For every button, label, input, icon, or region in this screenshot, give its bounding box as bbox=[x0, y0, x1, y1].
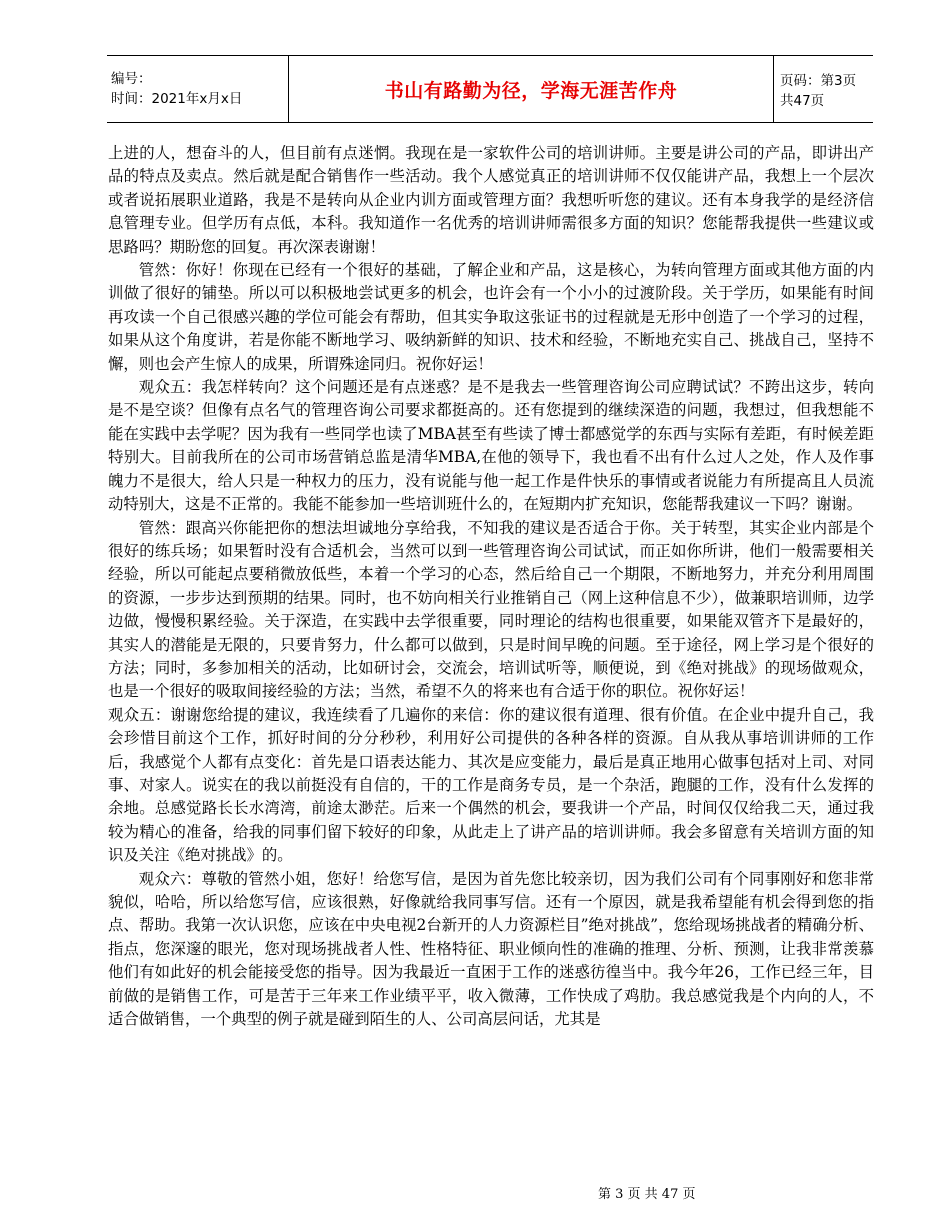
page-footer: 第 3 页 共 47 页 bbox=[598, 1187, 696, 1202]
document-body bbox=[108, 142, 874, 1031]
paragraph: 观众五：谢谢您给提的建议，我连续看了几遍你的来信：你的建议很有道理、很有价值。在企业中提升自己，我会珍惜目前这个工作，抓好时间的分分秒秒，利用好公司提供的各种各样的资源。自从我从事培训讲师的工作后，我感觉个人都有点变化：首先是口语表达能力、其次是应变能力，最后是真正地用心做事包括对上司、对同事、对家人。说实在的我以前挺没有自信的，干的工作是商务专员，是一个杂活，跑腿的工作，没有什么发挥的余地。总感觉路长长水湾湾，前途太渺茫。后来一个偶然的机会，要我讲一个产品，时间仅仅给我二天，通过我较为精心的准备，给我的同事们留下较好的印象，从此走上了讲产品的培训讲师。我会多留意有关培训方面的知识及关注《绝对挑战》的。 bbox=[108, 705, 874, 865]
header-motto-cell bbox=[288, 56, 774, 122]
document-number-label: 编号： bbox=[111, 71, 152, 87]
document-time-label: 时间：2021年x月x日 bbox=[111, 91, 243, 107]
paragraph: 上进的人，想奋斗的人，但目前有点迷惘。我现在是一家软件公司的培训讲师。主要是讲公司的产品，即讲出产品的特点及卖点。然后就是配合销售作一些活动。我个人感觉真正的培训讲师不仅仅能讲产品，我想上一个层次或者说拓展职业道路，我是不是转向从企业内训方面或管理方面？我想听听您的建议。还有本身我学的是经济信息管理专业。但学历有点低，本科。我知道作一名优秀的培训讲师需很多方面的知识？您能帮我提供一些建议或思路吗？期盼您的回复。再次深表谢谢！ bbox=[108, 144, 874, 256]
paragraph: 观众六：尊敬的管然小姐，您好！给您写信，是因为首先您比较亲切，因为我们公司有个同事刚好和您非常貌似，哈哈，所以给您写信，应该很熟，好像就给我同事写信。还有一个原因，就是我希望能有机会得到您的指点、帮助。我第一次认识您，应该在中央电视2台新开的人力资源栏目”绝对挑战”，您给现场挑战者的精确分析、指点，您深邃的眼光，您对现场挑战者人性、性格特征、职业倾向性的准确的推理、分析、预测，让我非常羡慕他们有如此好的机会能接受您的指导。因为我最近一直困于工作的迷惑彷徨当中。我今年26，工作已经三年，目前做的是销售工作，可是苦于三年来工作业绩平平，收入微薄，工作快成了鸡肋。我总感觉我是个内向的人，不适合做销售，一个典型的例子就是碰到陌生的人、公司高层问话，尤其是 bbox=[108, 869, 874, 1029]
header-left-cell bbox=[107, 56, 288, 122]
paragraph: 观众五：我怎样转向？这个问题还是有点迷惑？是不是我去一些管理咨询公司应聘试试？不跨出这步，转向是不是空谈？但像有点名气的管理咨询公司要求都挺高的。还有您提到的继续深造的问题，我想过，但我想能不能在实践中去学呢？因为我有一些同学也读了MBA甚至有些读了博士都感觉学的东西与实际有差距，有时候差距特别大。目前我所在的公司市场营销总监是清华MBA,在他的领导下，我也看不出有什么过人之处，作人及作事魄力不是很大，给人只是一种权力的压力，没有说能与他一起工作是件快乐的事情或者说能力有所提高且人员流动特别大，这是不正常的。我能不能参加一些培训班什么的，在短期内扩充知识，您能帮我建议一下吗？谢谢。 bbox=[108, 378, 874, 514]
header-page-cell bbox=[774, 56, 873, 122]
header-page-number: 页码：第3页 共47页 bbox=[780, 73, 857, 109]
paragraph: 管然：你好！你现在已经有一个很好的基础，了解企业和产品，这是核心，为转向管理方面或其他方面的内训做了很好的铺垫。所以可以积极地尝试更多的机会，也许会有一个小小的过渡阶段。关于学历，如果能有时间再攻读一个自己很感兴趣的学位可能会有帮助，但其实争取这张证书的过程就是无形中创造了一个学习的过程，如果从这个角度讲，若是你能不断地学习、吸纳新鲜的知识、技术和经验，不断地充实自己、挑战自己，坚持不懈，则也会产生惊人的成果，所谓殊途同归。祝你好运！ bbox=[108, 261, 874, 373]
page-header bbox=[107, 55, 873, 123]
paragraph: 管然：跟高兴你能把你的想法坦诚地分享给我，不知我的建议是否适合于你。关于转型，其实企业内部是个很好的练兵场；如果暂时没有合适机会，当然可以到一些管理咨询公司试试，而正如你所讲，他们一般需要相关经验，所以可能起点要稍微放低些，本着一个学习的心态，然后给自己一个期限，不断地努力，并充分利用周围的资源，一步步达到预期的结果。同时，也不妨向相关行业推销自己（网上这种信息不少），做兼职培训师，边学边做，慢慢积累经验。关于深造，在实践中去学很重要，同时理论的结构也很重要，如果能双管齐下是最好的，其实人的潜能是无限的，只要肯努力，什么都可以做到，只是时间早晚的问题。至于途径，网上学习是个很好的方法；同时，多参加相关的活动，比如研讨会，交流会，培训试听等，顺便说，到《绝对挑战》的现场做观众，也是一个很好的吸取间接经验的方法；当然，希望不久的将来也有合适于你的职位。祝你好运！ bbox=[108, 518, 874, 701]
header-motto: 书山有路勤为径，学海无涯苦作舟 bbox=[384, 79, 678, 102]
